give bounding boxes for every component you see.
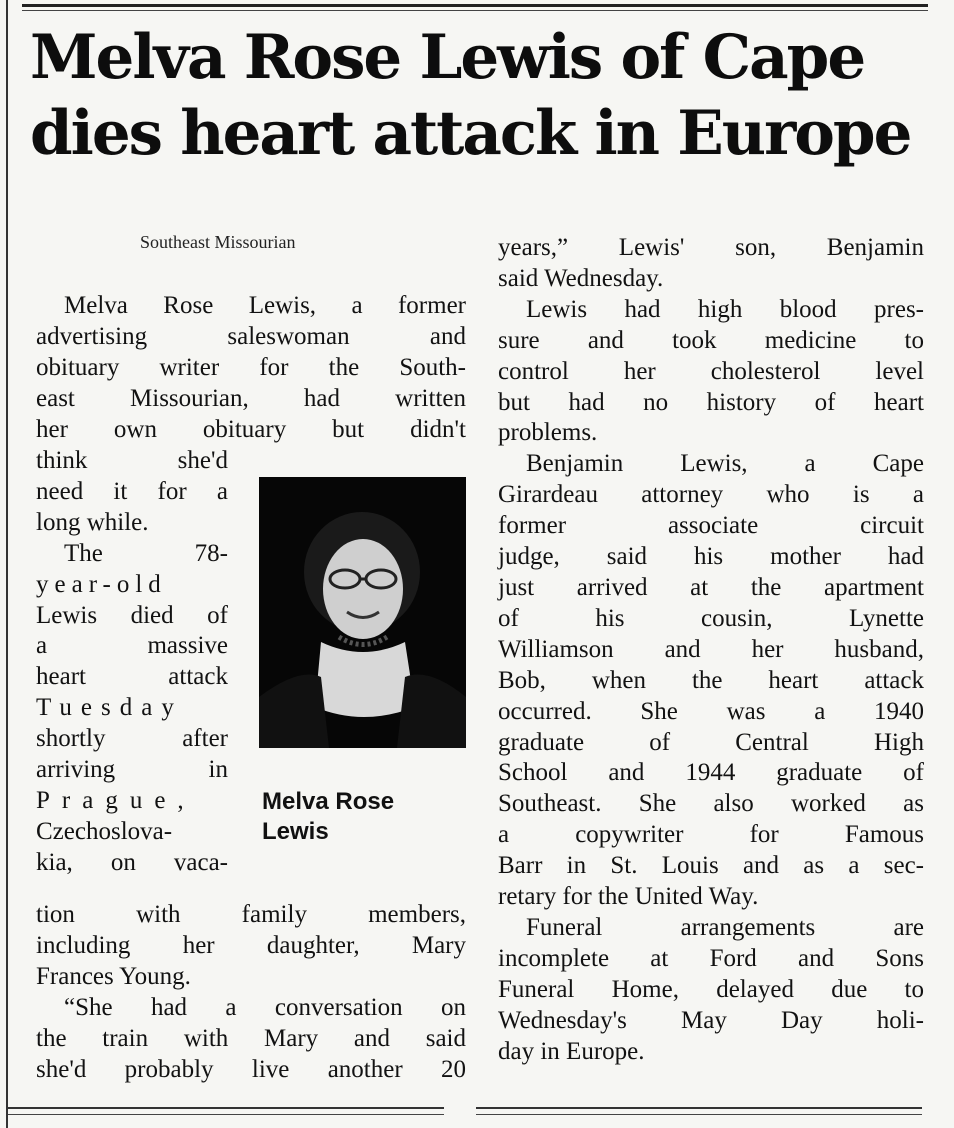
text-line: graduate of Central High bbox=[498, 728, 924, 756]
text-line: Prague, bbox=[36, 786, 196, 814]
text-line: kia, on vaca- bbox=[36, 848, 228, 876]
text-line: need it for a bbox=[36, 477, 228, 505]
left-column-top bbox=[36, 291, 466, 446]
text-line: obituary writer for the South- bbox=[36, 353, 466, 381]
text-line: judge, said his mother had bbox=[498, 543, 924, 571]
text-line: shortly after bbox=[36, 725, 228, 753]
text-line: said Wednesday. bbox=[498, 264, 664, 292]
text-line: control her cholesterol level bbox=[498, 357, 924, 385]
headline-line-1: Melva Rose Lewis of Cape bbox=[30, 22, 865, 93]
text-line: incomplete at Ford and Sons bbox=[498, 944, 924, 972]
text-line: a massive bbox=[36, 632, 228, 660]
right-column bbox=[498, 233, 924, 1067]
text-line: just arrived at the apartment bbox=[498, 573, 924, 601]
text-line: her own obituary but didn't bbox=[36, 415, 466, 443]
text-line: sure and took medicine to bbox=[498, 326, 924, 354]
headline bbox=[30, 20, 930, 172]
portrait-photo bbox=[259, 477, 466, 748]
text-line: heart attack bbox=[36, 663, 228, 691]
text-line: years,” Lewis' son, Benjamin bbox=[498, 234, 924, 261]
text-line: Southeast. She also worked as bbox=[498, 790, 924, 818]
text-line: day in Europe. bbox=[498, 1037, 645, 1065]
photo-caption bbox=[262, 787, 394, 847]
text-line: Wednesday's May Day holi- bbox=[498, 1006, 924, 1034]
text-line: Benjamin Lewis, a Cape bbox=[526, 450, 924, 478]
byline-credit: Southeast Missourian bbox=[140, 232, 296, 252]
left-column-bottom bbox=[36, 900, 466, 1085]
text-line: former associate circuit bbox=[498, 512, 924, 540]
text-line: she'd probably live another 20 bbox=[36, 1055, 466, 1083]
top-rule bbox=[22, 4, 928, 7]
column-border bbox=[6, 0, 8, 1128]
left-column-wrap bbox=[36, 446, 228, 879]
text-line: “She had a conversation on bbox=[64, 993, 466, 1021]
text-line: but had no history of heart bbox=[498, 388, 924, 416]
text-line: of his cousin, Lynette bbox=[498, 604, 924, 632]
text-line: Melva Rose Lewis, a former bbox=[64, 292, 466, 319]
text-line: Barr in St. Louis and as a sec- bbox=[498, 852, 924, 880]
text-line: Lewis had high blood pres- bbox=[526, 295, 924, 323]
text-line: east Missourian, had written bbox=[36, 384, 466, 412]
text-line: Lewis died of bbox=[36, 601, 228, 629]
text-line: The 78- bbox=[64, 539, 228, 567]
text-line: Czechoslova- bbox=[36, 817, 173, 845]
bottom-rule-right bbox=[476, 1107, 922, 1115]
text-line: Girardeau attorney who is a bbox=[498, 481, 924, 509]
text-line: the train with Mary and said bbox=[36, 1024, 466, 1052]
text-line: occurred. She was a 1940 bbox=[498, 697, 924, 725]
caption-line-1: Melva Rose bbox=[262, 788, 395, 815]
text-line: School and 1944 graduate of bbox=[498, 759, 924, 787]
text-line: Williamson and her husband, bbox=[498, 635, 924, 663]
text-line: Funeral arrangements are bbox=[526, 913, 924, 941]
text-line: tion with family members, bbox=[36, 901, 466, 928]
text-line: a copywriter for Famous bbox=[498, 821, 924, 849]
text-line: long while. bbox=[36, 508, 149, 536]
text-line: retary for the United Way. bbox=[498, 883, 759, 911]
bottom-rule-left bbox=[8, 1107, 444, 1115]
text-line: advertising saleswoman and bbox=[36, 322, 466, 350]
text-line: Bob, when the heart attack bbox=[498, 666, 924, 694]
text-line: think she'd bbox=[36, 447, 228, 474]
headline-line-2: dies heart attack in Europe bbox=[30, 98, 911, 169]
top-rule-thin bbox=[22, 10, 928, 11]
text-line: Funeral Home, delayed due to bbox=[498, 975, 924, 1003]
text-line: including her daughter, Mary bbox=[36, 931, 466, 959]
text-line: year-old bbox=[36, 570, 167, 598]
text-line: Frances Young. bbox=[36, 962, 191, 990]
portrait-image bbox=[259, 477, 466, 748]
text-line: Tuesday bbox=[36, 694, 183, 722]
text-line: arriving in bbox=[36, 756, 228, 784]
caption-line-2: Lewis bbox=[262, 818, 329, 845]
text-line: problems. bbox=[498, 419, 598, 447]
